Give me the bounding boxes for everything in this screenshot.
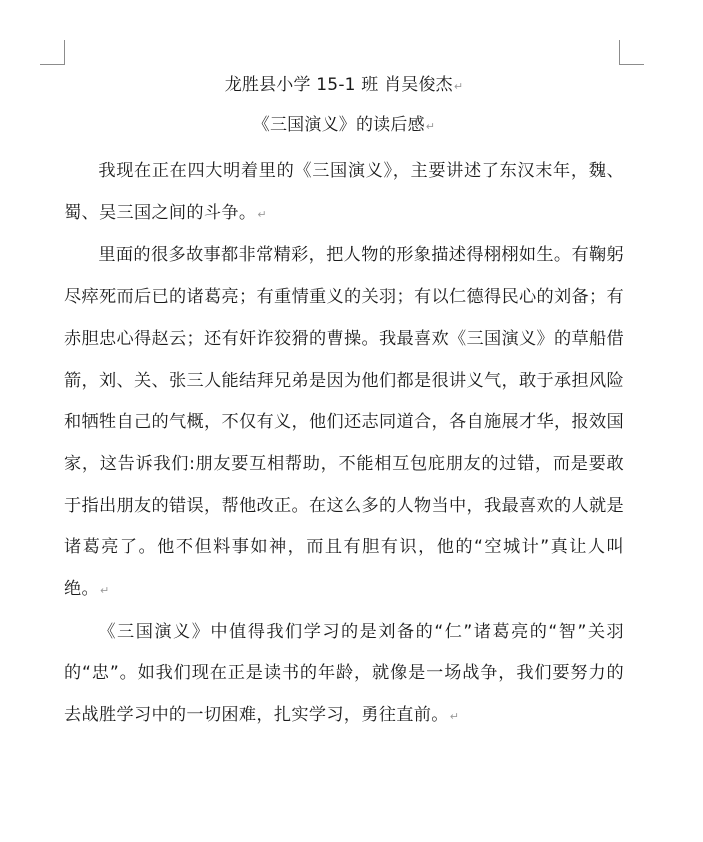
top-right-margin-mark (619, 40, 644, 65)
paragraph-2 (64, 235, 624, 611)
paragraph-2-text: 里面的很多故事都非常精彩，把人物的形象描述得栩栩如生。有鞠躬尽瘁死而后已的诸葛亮；有重情重义的关羽；有以仁德得民心的刘备；有赤胆忠心得赵云；还有奸诈狡猾的曹操。我最喜欢《三国演义》的草船借箭，刘、关、张三人能结拜兄弟是因为他们都是很讲义气，敢于承担风险和牺牲自己的气概，不仅有义，他们还志同道合，各自施展才华，报效国家，这告诉我们:朋友要互相帮助，不能相互包庇朋友的过错，而是要敢于指出朋友的错误，帮他改正。在这么多的人物当中，我最喜欢的人就是诸葛亮了。他不但料事如神，而且有胆有识，他的“空城计”真让人叫绝。 (64, 245, 624, 600)
paragraph-mark-icon: ↵ (449, 710, 460, 724)
paragraph-mark-icon: ↵ (99, 584, 110, 598)
paragraph-1 (64, 151, 624, 235)
author-line (64, 71, 624, 99)
author-line-text: 龙胜县小学 15-1 班 肖吴俊杰 (224, 75, 453, 95)
paragraphs (64, 151, 624, 738)
document-title-text: 《三国演义》的读后感 (252, 115, 425, 135)
document-body[interactable] (64, 71, 624, 738)
paragraph-mark-icon: ↵ (257, 207, 267, 221)
top-left-margin-mark (40, 40, 65, 65)
paragraph-3-text: 《三国演义》中值得我们学习的是刘备的“仁”诸葛亮的“智”关羽的“忠”。如我们现在正是读书的年龄，就像是一场战争，我们要努力的去战胜学习中的一切困难，扎实学习，勇往直前。 (64, 621, 624, 726)
paragraph-1-text: 我现在正在四大明着里的《三国演义》，主要讲述了东汉末年，魏、蜀、吴三国之间的斗争。 (64, 161, 624, 223)
document-title (64, 111, 624, 139)
paragraph-3 (64, 612, 624, 738)
paragraph-mark-icon: ↵ (453, 80, 464, 93)
paragraph-mark-icon: ↵ (425, 120, 436, 133)
